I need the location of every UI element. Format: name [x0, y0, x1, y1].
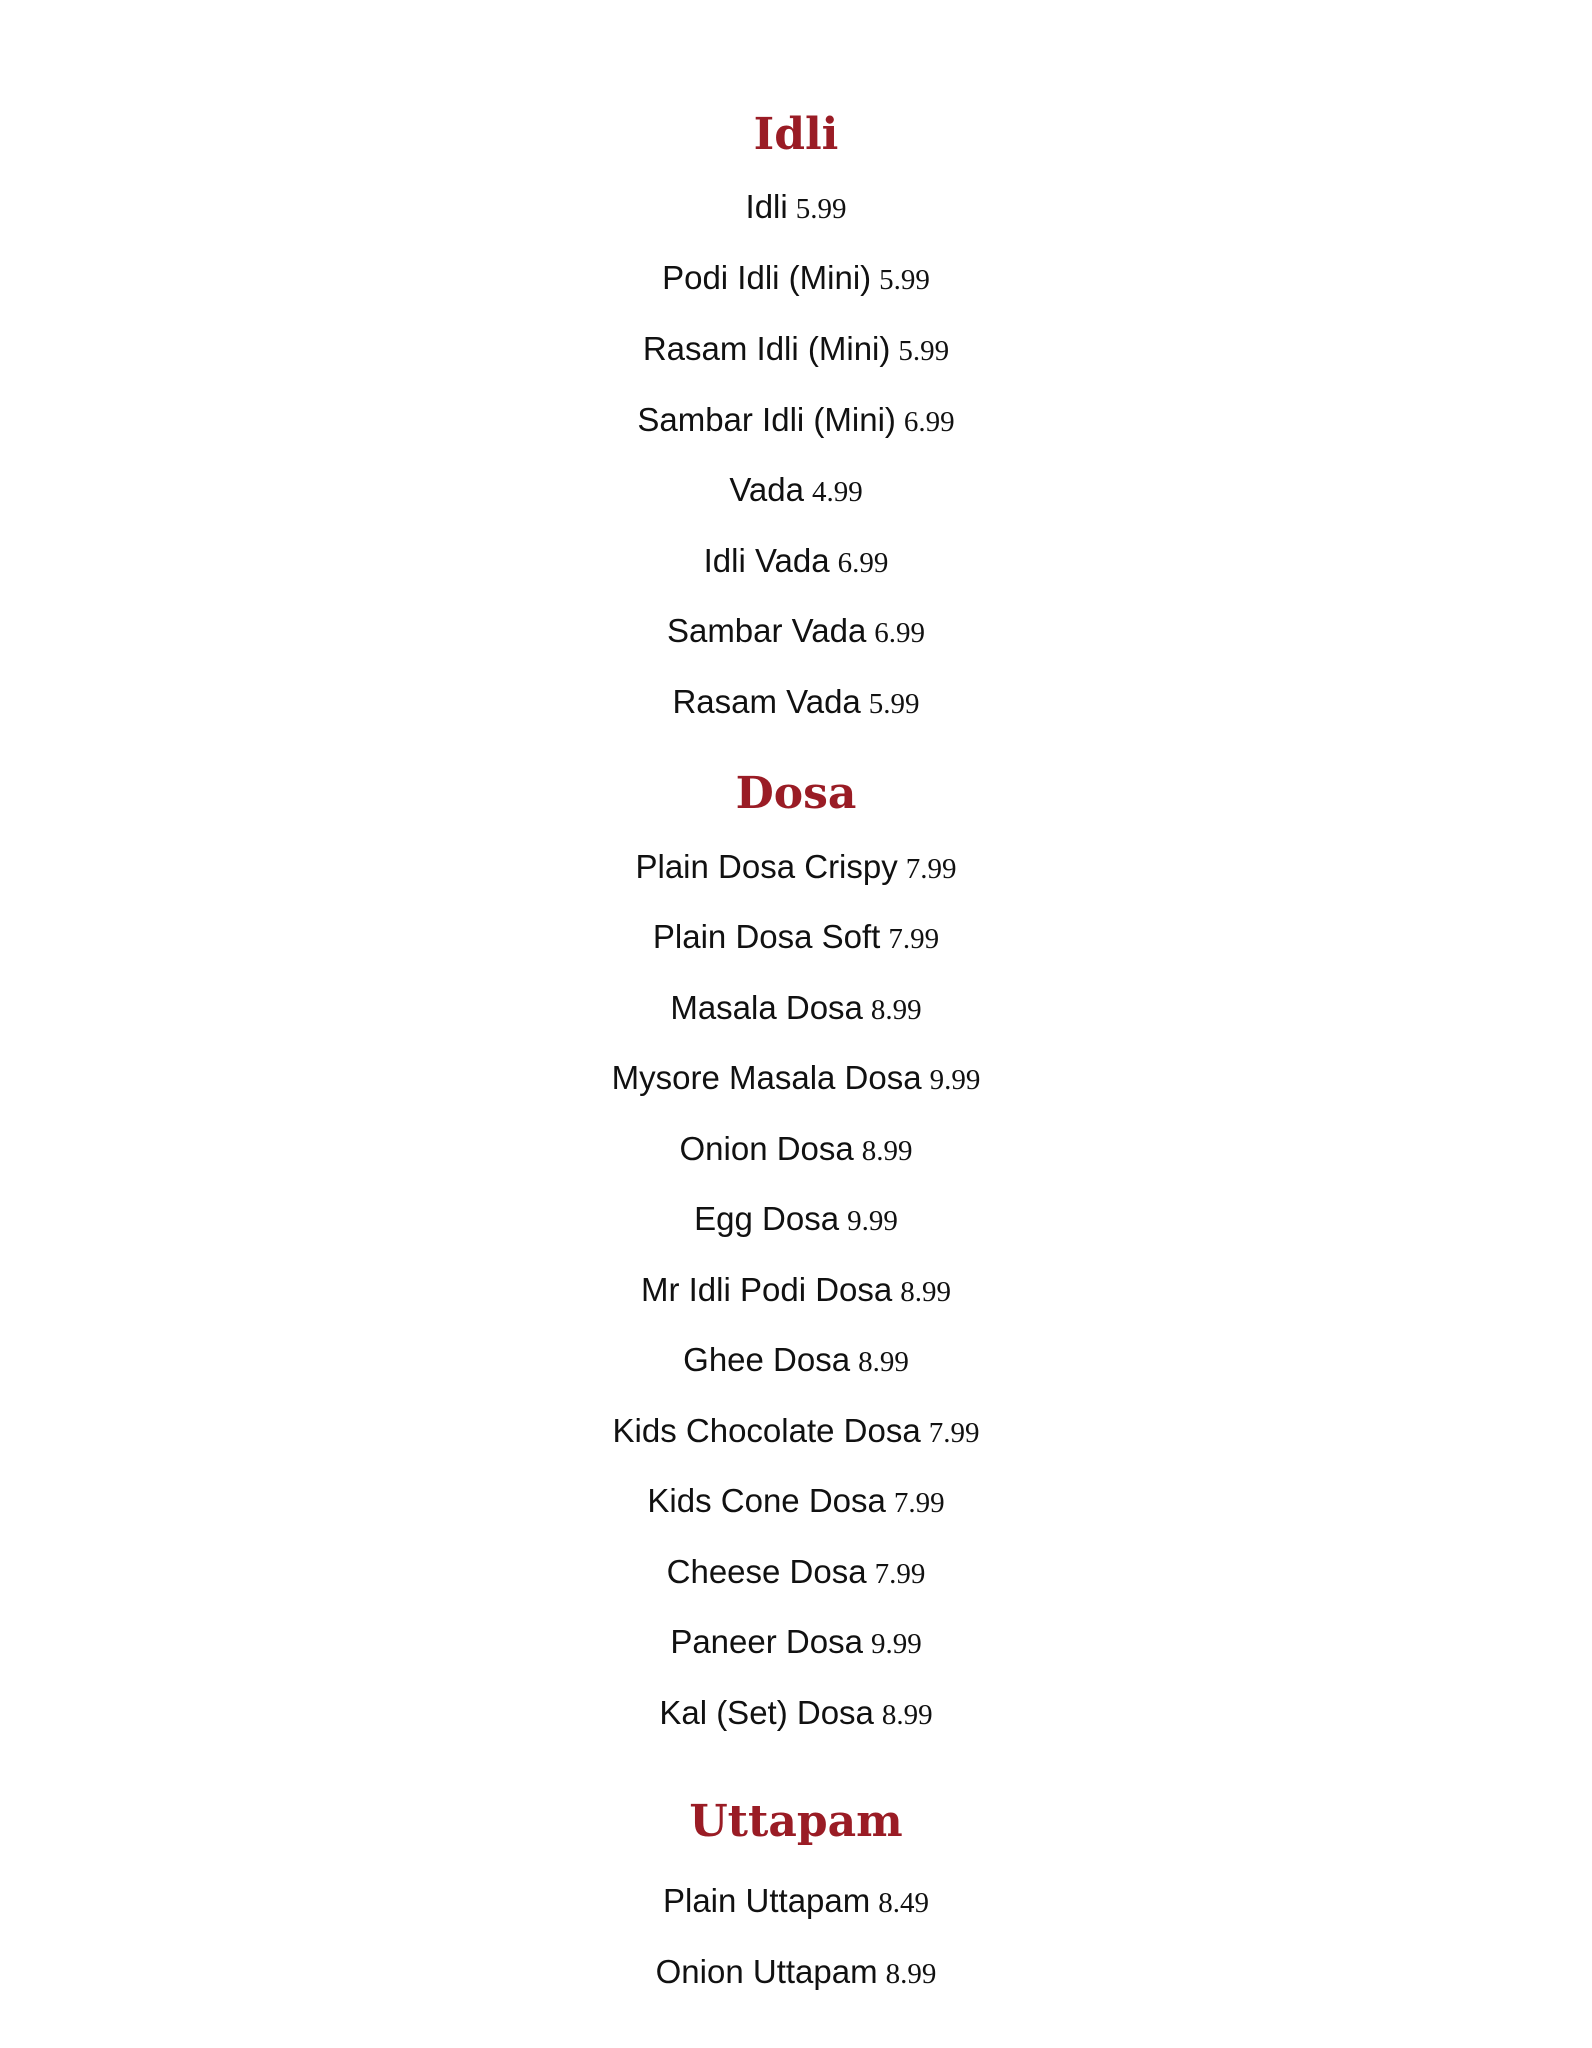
- menu-item: [0, 190, 1592, 224]
- item-price: 7.99: [888, 923, 940, 955]
- menu-item: [0, 1061, 1592, 1095]
- item-name: Plain Uttapam: [662, 1882, 871, 1919]
- menu-item: [0, 1132, 1592, 1166]
- item-price: 9.99: [929, 1064, 981, 1096]
- item-name: Masala Dosa: [670, 989, 863, 1026]
- item-price: 4.99: [811, 476, 863, 508]
- item-name: Kids Cone Dosa: [647, 1482, 886, 1519]
- item-name: Plain Dosa Soft: [652, 918, 881, 955]
- item-name: Sambar Vada: [666, 612, 867, 649]
- item-name: Kal (Set) Dosa: [659, 1694, 874, 1731]
- item-price: 8.99: [861, 1135, 913, 1167]
- item-name: Paneer Dosa: [670, 1623, 863, 1660]
- item-name: Rasam Idli (Mini): [642, 330, 891, 367]
- item-name: Idli Vada: [703, 542, 830, 579]
- item-name: Mysore Masala Dosa: [611, 1059, 922, 1096]
- item-name: Sambar Idli (Mini): [637, 401, 896, 438]
- menu-item: [0, 1555, 1592, 1589]
- item-name: Ghee Dosa: [683, 1341, 851, 1378]
- item-name: Cheese Dosa: [666, 1553, 867, 1590]
- item-price: 8.49: [878, 1887, 929, 1919]
- item-name: Rasam Vada: [672, 683, 861, 720]
- item-price: 9.99: [847, 1205, 898, 1237]
- item-price: 8.99: [885, 1958, 937, 1990]
- menu-item: [0, 614, 1592, 648]
- menu-item: [0, 850, 1592, 884]
- item-price: 6.99: [874, 617, 926, 649]
- item-price: 7.99: [893, 1487, 945, 1519]
- section-heading-dosa: Dosa: [735, 768, 857, 819]
- item-price: 5.99: [868, 688, 920, 720]
- section-heading-idli: Idli: [753, 109, 839, 160]
- item-price: 5.99: [879, 264, 930, 296]
- item-price: 7.99: [874, 1558, 926, 1590]
- item-price: 9.99: [870, 1628, 922, 1660]
- menu-item: [0, 1414, 1592, 1448]
- menu-item: [0, 1696, 1592, 1730]
- menu-item: [0, 1343, 1592, 1377]
- item-name: Vada: [729, 471, 804, 508]
- menu-item: [0, 261, 1592, 295]
- item-name: Kids Chocolate Dosa: [612, 1412, 921, 1449]
- menu-item: [0, 403, 1592, 437]
- menu-item: [0, 1625, 1592, 1659]
- item-name: Mr Idli Podi Dosa: [640, 1271, 893, 1308]
- item-price: 7.99: [905, 853, 957, 885]
- menu-item: [0, 920, 1592, 954]
- item-name: Egg Dosa: [694, 1200, 840, 1237]
- item-price: 7.99: [928, 1417, 980, 1449]
- item-price: 6.99: [837, 547, 889, 579]
- menu-item: [0, 1273, 1592, 1307]
- menu-item: [0, 1884, 1592, 1918]
- item-price: 8.99: [870, 994, 922, 1026]
- menu-item: [0, 1484, 1592, 1518]
- item-name: Onion Uttapam: [655, 1953, 878, 1990]
- menu-item: [0, 473, 1592, 507]
- item-price: 5.99: [898, 335, 950, 367]
- item-price: 6.99: [903, 406, 955, 438]
- item-name: Onion Dosa: [679, 1130, 854, 1167]
- menu-item: [0, 1955, 1592, 1989]
- menu-item: [0, 332, 1592, 366]
- section-heading-uttapam: Uttapam: [689, 1796, 903, 1847]
- item-price: 8.99: [858, 1346, 909, 1378]
- item-name: Podi Idli (Mini): [662, 259, 872, 296]
- item-name: Idli: [745, 188, 788, 225]
- menu-item: [0, 685, 1592, 719]
- menu-item: [0, 544, 1592, 578]
- item-price: 5.99: [795, 193, 847, 225]
- menu-item: [0, 991, 1592, 1025]
- item-price: 8.99: [900, 1276, 951, 1308]
- item-name: Plain Dosa Crispy: [635, 848, 898, 885]
- item-price: 8.99: [881, 1699, 933, 1731]
- menu-item: [0, 1202, 1592, 1236]
